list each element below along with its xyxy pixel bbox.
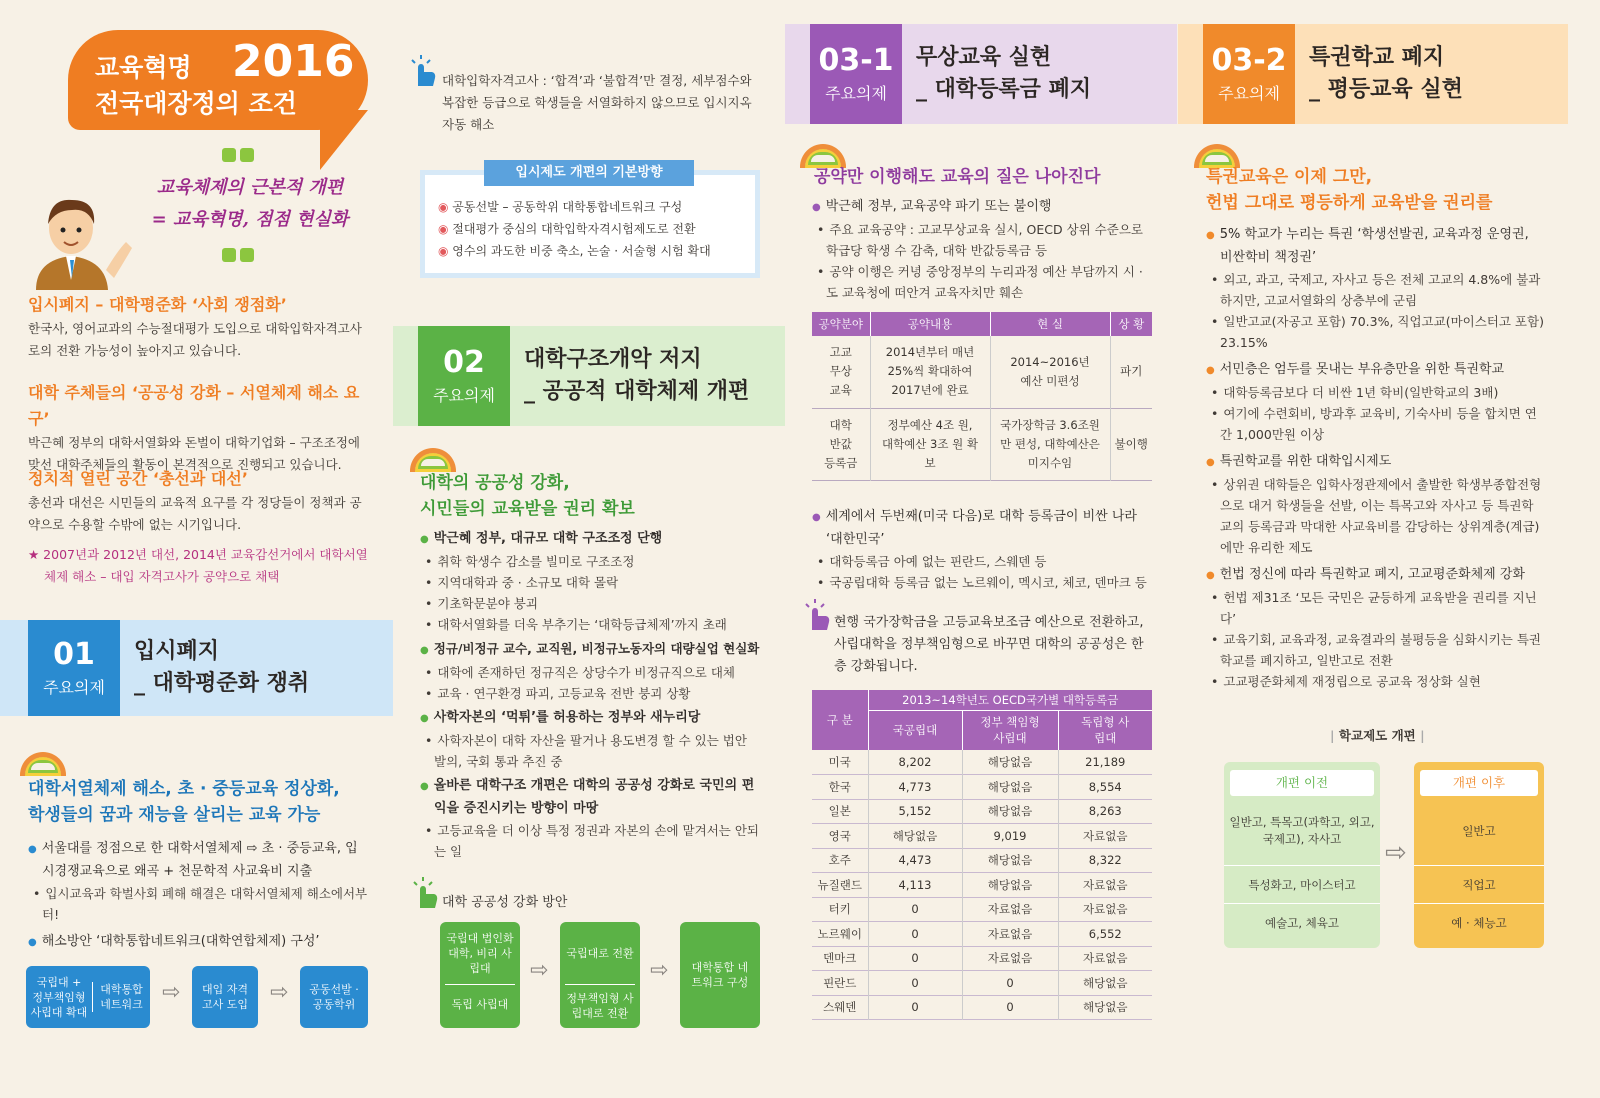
section-031-sub: • 대학등록금 아예 없는 핀란드, 스웨덴 등: [812, 551, 1152, 572]
section-02-bullet-4: ● 올바른 대학구조 개편은 대학의 공공성 강화로 국민의 편익을 증진시키는 방향이 마땅: [420, 775, 760, 820]
section-02-plan-title: 대학 공공성 강화 방안: [442, 895, 568, 910]
title-line1: 교육혁명: [95, 53, 192, 82]
slogan-line1: 교육체제의 근본적 개편: [156, 177, 344, 198]
pledge-th: 공약내용: [870, 312, 990, 336]
pledge-th: 현 실: [990, 312, 1110, 336]
pledge-cell: 2014~2016년 예산 미편성: [990, 336, 1110, 408]
after-item-1: 일반고: [1414, 796, 1544, 866]
oecd-cell: 0: [868, 946, 962, 971]
oecd-cell: 해당없음: [962, 750, 1058, 775]
rainbow-icon: [410, 448, 456, 472]
arrow-right-icon: ⇨: [270, 980, 289, 1005]
section-032-bullet-3: ● 특권학교를 위한 대학입시제도: [1206, 451, 1544, 474]
section-02-sub: • 고등교육을 더 이상 특정 정권과 자본의 손에 맡겨서는 안되는 일: [420, 820, 760, 862]
before-item-1: 일반고, 특목고(과학고, 외고, 국제고), 자사고: [1224, 796, 1380, 866]
exam-description: 대학입학자격고사 : ‘합격’과 ‘불합격’만 결정, 세부점수와 복잡한 등급으로 학생들을 서열화하지 않으므로 입시지옥 자동 해소: [442, 73, 752, 132]
section-02-label: 주요의제: [433, 385, 495, 405]
before-item-2: 특성화고, 마이스터고: [1224, 866, 1380, 904]
title-line2: 전국대장정의 조건: [95, 89, 297, 118]
section-032-sub: • 여기에 수련회비, 방과후 교육비, 기숙사비 등을 합치면 연간 1,000만원 이상: [1206, 403, 1544, 445]
section-031-label: 주요의제: [825, 83, 887, 103]
flow02-a-bottom: 독립 사립대: [445, 984, 515, 1012]
section-031-sub: • 주요 교육공약 : 고교무상교육 실시, OECD 상위 수준으로 학급당 학생 수 감축, 대학 반값등록금 등: [812, 219, 1152, 261]
section-032-title-line1: 특권학교 폐지: [1309, 45, 1445, 70]
section-01-headline-2: 학생들의 꿈과 재능을 살리는 교육 가능: [28, 805, 321, 825]
before-item-3: 예술고, 체육고: [1265, 916, 1339, 930]
table-row: [812, 946, 1152, 971]
section-031-bullet-1: ● 박근혜 정부, 교육공약 파기 또는 불이행: [812, 196, 1152, 219]
flow01-a-right: 대학통합 네트워크: [92, 982, 150, 1012]
oecd-cell: 터키: [812, 897, 868, 922]
oecd-cell: 해당없음: [1083, 1000, 1128, 1015]
oecd-cell: 자료없음: [1083, 828, 1128, 843]
section-01-title-line1: 입시폐지: [134, 639, 220, 664]
section-032-sub: • 헌법 제31조 ‘모든 국민은 균등하게 교육받을 권리를 지닌다’: [1206, 587, 1544, 629]
table-row: [812, 971, 1152, 996]
section-02-sub: • 대학서열화를 더욱 부추기는 ‘대학등급체제’까지 초래: [420, 614, 760, 635]
section-032-headline-2: 헌법 그대로 평등하게 교육받을 권리를: [1206, 193, 1493, 213]
exam-item-3: ◉ 영수의 과도한 비중 축소, 논술 · 서술형 시험 확대: [438, 244, 711, 258]
section-02-sub: • 지역대학과 중 · 소규모 대학 몰락: [420, 572, 760, 593]
oecd-cell: 해당없음: [962, 775, 1058, 800]
table-row: [812, 824, 1152, 849]
section-031-number: 03-1: [818, 42, 894, 78]
section-031-bullet-2: ● 세계에서 두번째(미국 다음)로 대학 등록금이 비싼 나라 ‘대한민국’: [812, 506, 1152, 551]
oecd-cell: 8,202: [868, 750, 962, 775]
table-row: [812, 799, 1152, 824]
star-note: ★ 2007년과 2012년 대선, 2014년 교육감선거에서 대학서열체제 해소 – 대입 자격고사가 공약으로 채택: [28, 547, 368, 584]
section-032-number-badge: [1203, 24, 1295, 124]
section-031-number-badge: [810, 24, 902, 124]
section-031-sub: • 국공립대학 등록금 없는 노르웨이, 멕시코, 체코, 덴마크 등: [812, 572, 1152, 593]
oecd-cell: 해당없음: [962, 848, 1058, 873]
section-02-title-line2: _ 공공적 대학체제 개편: [524, 379, 750, 404]
section-02-title-line1: 대학구조개악 저지: [524, 347, 702, 372]
title-year: 2016: [232, 36, 355, 87]
section-032-sub: • 고교평준화체제 재정립으로 공교육 정상화 실현: [1206, 671, 1544, 692]
oecd-caption: 2013~14학년도 OECD국가별 대학등록금: [868, 690, 1152, 710]
oecd-cell: 8,554: [1088, 779, 1122, 794]
intro-block-2: [28, 380, 373, 476]
oecd-cell: 0: [868, 971, 962, 996]
table-row: [812, 408, 1152, 480]
oecd-cell: 덴마크: [812, 946, 868, 971]
intro-block-1: [28, 292, 373, 362]
flow02-box-c: 대학통합 네트워크 구성: [680, 922, 760, 1028]
table-row: [812, 873, 1152, 898]
section-02-number-badge: [418, 326, 510, 426]
section-032-sub: • 대학등록금보다 더 비싼 1년 학비(일반학교의 3배): [1206, 382, 1544, 403]
section-032-sub: • 일반고교(자공고 포함) 70.3%, 직업고교(마이스터고 포함) 23.15%: [1206, 311, 1544, 353]
section-031-note: 현행 국가장학금을 고등교육보조금 예산으로 전환하고, 사립대학을 정부책임형으로 바꾸면 대학의 공공성은 한층 강화됩니다.: [834, 615, 1144, 674]
oecd-th: 정부 책임형사립대: [962, 710, 1058, 750]
section-02-sub: • 대학에 존재하던 정규직은 상당수가 비정규직으로 대체: [420, 662, 760, 683]
section-032-sub: • 외고, 과고, 국제고, 자사고 등은 전체 고교의 4.8%에 불과하지만, 고교서열화의 상층부에 군림: [1206, 269, 1544, 311]
pledge-cell: 불이행: [1114, 436, 1148, 451]
title-badge-tail: [320, 110, 368, 170]
oecd-cell: 0: [962, 971, 1058, 996]
flow01-box-c: 공동선발 · 공동학위: [300, 966, 368, 1028]
flow02-box-b: [560, 922, 640, 1028]
section-01-header: [0, 620, 393, 716]
flow02-b-bottom: 정부책임형 사립대로 전환: [565, 984, 635, 1021]
oecd-cell: 0: [868, 922, 962, 947]
exam-item-2: ◉ 절대평가 중심의 대학입학자격시험제도로 전환: [438, 222, 696, 236]
section-032-body: [1206, 224, 1544, 692]
section-032-bullet-4: ● 헌법 정신에 따라 특권학교 폐지, 고교평준화체제 강화: [1206, 564, 1544, 587]
oecd-cell: 0: [962, 995, 1058, 1020]
oecd-cell: 일본: [812, 799, 868, 824]
table-row: [812, 922, 1152, 947]
oecd-th: 국공립대: [868, 710, 962, 750]
after-title: 개편 이후: [1420, 770, 1538, 796]
section-032-bullet-2: ● 서민층은 엄두를 못내는 부유층만을 위한 특권학교: [1206, 359, 1544, 382]
intro-block-3: [28, 466, 373, 536]
after-item-3: 예 · 체능고: [1451, 916, 1507, 930]
oecd-tuition-table: [812, 690, 1152, 1020]
section-02-headline-2: 시민들의 교육받을 권리 확보: [420, 499, 635, 519]
oecd-cell: 영국: [812, 824, 868, 849]
flow02-box-a: [440, 922, 520, 1028]
oecd-cell: 4,473: [868, 848, 962, 873]
exam-box-items: [438, 196, 756, 262]
before-title: 개편 이전: [1230, 770, 1374, 796]
oecd-cell: 0: [868, 897, 962, 922]
section-02-bullet-3: ● 사학자본의 ‘먹튀’를 허용하는 정부와 새누리당: [420, 707, 760, 730]
arrow-right-icon: ⇨: [650, 958, 669, 983]
oecd-cell: 21,189: [1085, 755, 1126, 769]
oecd-cell: 미국: [812, 750, 868, 775]
section-032-sub: • 교육기회, 교육과정, 교육결과의 불평등을 심화시키는 특권학교를 폐지하고, 일반고로 전환: [1206, 629, 1544, 671]
oecd-cell: 6,552: [1088, 926, 1122, 941]
oecd-cell: 호주: [812, 848, 868, 873]
school-system-chart-title: | 학교제도 개편 |: [1330, 728, 1425, 743]
section-031-body-top: [812, 196, 1152, 303]
section-02-headline: [420, 470, 770, 522]
flow02-a-top: 국립대 법인화 대학, 비리 사립대: [446, 931, 514, 975]
school-system-title-text: 학교제도 개편: [1338, 728, 1416, 743]
section-032-headline-1: 특권교육은 이제 그만,: [1206, 167, 1373, 187]
section-031-headline: 공약만 이행해도 교육의 질은 나아진다: [814, 167, 1101, 187]
oecd-cell: 스웨덴: [812, 995, 868, 1020]
hand-pointer-icon: [802, 598, 832, 632]
cartoon-man-icon: [26, 190, 136, 290]
pledge-cell: 파기: [1120, 364, 1143, 379]
pledge-cell: 2014년부터 매년 25%씩 확대하여 2017년에 완료: [870, 336, 990, 408]
oecd-cell: 자료없음: [1083, 877, 1128, 892]
section-02-sub: • 취학 학생수 감소를 빌미로 구조조정: [420, 551, 760, 572]
section-01-title: [120, 620, 309, 716]
arrow-right-icon: ⇨: [530, 958, 549, 983]
exam-box-title: 입시제도 개편의 기본방향: [484, 160, 694, 186]
intro-text-3: 총선과 대선은 시민들의 교육적 요구를 각 정당들이 정책과 공약으로 수용할 수밖에 없는 시기입니다.: [28, 495, 362, 532]
pledge-cell: 국가장학금 3.6조원만 편성, 대학예산은 미지수임: [990, 408, 1110, 480]
intro-heading-1: 입시폐지 – 대학평준화 ‘사회 쟁점화’: [28, 295, 287, 314]
flow01-a-left: 국립대 + 정부책임형 사립대 확대: [30, 975, 88, 1019]
section-01-number-badge: [28, 620, 120, 716]
intro-heading-2: 대학 주체들의 ‘공공성 강화 – 서열체제 해소 요구’: [28, 383, 360, 428]
pledge-cell: 정부예산 4조 원, 대학예산 3조 원 확보: [870, 408, 990, 480]
flow02-b-top: 국립대로 전환: [566, 946, 634, 960]
before-panel: [1224, 762, 1380, 948]
oecd-cell: 해당없음: [868, 824, 962, 849]
section-01-label: 주요의제: [43, 677, 105, 697]
oecd-cell: 자료없음: [962, 922, 1058, 947]
oecd-cell: 자료없음: [962, 946, 1058, 971]
oecd-cell: 4,773: [868, 775, 962, 800]
after-panel: [1414, 762, 1544, 948]
oecd-cell: 0: [868, 995, 962, 1020]
oecd-cell: 해당없음: [962, 873, 1058, 898]
rainbow-icon: [20, 752, 66, 776]
oecd-cell: 자료없음: [962, 897, 1058, 922]
section-02-sub: • 기초학문분야 붕괴: [420, 593, 760, 614]
section-031-header: [785, 24, 1177, 124]
oecd-cell: 자료없음: [1083, 951, 1128, 966]
table-row: [812, 750, 1152, 775]
section-031-title: [902, 24, 1091, 124]
flow01-box-b: 대입 자격고사 도입: [192, 966, 258, 1028]
section-031-sub: • 공약 이행은 커녕 중앙정부의 누리과정 예산 부담까지 시 · 도 교육청에 떠안겨 교육자치만 훼손: [812, 261, 1152, 303]
after-item-2: 직업고: [1414, 866, 1544, 904]
section-032-bullet-1: ● 5% 학교가 누리는 특권 ‘학생선발권, 교육과정 운영권, 비싼학비 책정권’: [1206, 224, 1544, 269]
arrow-right-icon: ⇨: [1385, 838, 1407, 868]
oecd-cell: 한국: [812, 775, 868, 800]
section-032-header: [1178, 24, 1568, 124]
hand-pointer-icon: [410, 876, 440, 910]
table-row: [812, 897, 1152, 922]
table-row: [812, 775, 1152, 800]
section-032-label: 주요의제: [1218, 83, 1280, 103]
oecd-cell: 5,152: [868, 799, 962, 824]
hand-pointer-icon: [408, 54, 438, 88]
oecd-cell: 9,019: [962, 824, 1058, 849]
pledge-cell: 대학 반값 등록금: [812, 408, 870, 480]
section-02-bullet-2: ● 정규/비정규 교수, 교직원, 비정규노동자의 대량실업 현실화: [420, 638, 760, 662]
oecd-cell: 4,113: [868, 873, 962, 898]
section-02-sub: • 교육 · 연구환경 파괴, 고등교육 전반 붕괴 상황: [420, 683, 760, 704]
oecd-cell: 자료없음: [1083, 902, 1128, 917]
section-031-body-mid: [812, 506, 1152, 593]
section-032-headline: [1206, 164, 1566, 216]
table-row: [812, 848, 1152, 873]
section-02-header: [393, 326, 785, 426]
oecd-cell: 8,263: [1088, 804, 1122, 819]
intro-text-1: 한국사, 영어교과의 수능절대평가 도입으로 대학입학자격고사로의 전환 가능성이 높아지고 있습니다.: [28, 321, 362, 358]
section-032-title: [1295, 24, 1463, 124]
slogan-line2: = 교육혁명, 점점 현실화: [151, 209, 349, 230]
section-01-bullet-2: ● 해소방안 ‘대학통합네트워크(대학연합체제) 구성’: [28, 931, 370, 954]
section-02-sub: • 사학자본이 대학 자산을 팔거나 용도변경 할 수 있는 법안 발의, 국회 통과 추진 중: [420, 730, 760, 772]
handwritten-slogan: [135, 172, 365, 236]
quote-close-icon: [222, 244, 256, 264]
section-02-headline-1: 대학의 공공성 강화,: [420, 473, 570, 493]
section-032-title-line2: _ 평등교육 실현: [1309, 77, 1463, 102]
pledge-th: 상 황: [1118, 317, 1145, 331]
arrow-right-icon: ⇨: [162, 980, 181, 1005]
oecd-cell: 노르웨이: [812, 922, 868, 947]
intro-text-2: 박근혜 정부의 대학서열화와 돈벌이 대학기업화 – 구조조정에 맞선 대학주체들의 활동이 본격적으로 진행되고 있습니다.: [28, 435, 360, 472]
oecd-cell: 해당없음: [962, 799, 1058, 824]
section-01-number: 01: [53, 636, 95, 672]
section-02-bullet-1: ● 박근혜 정부, 대규모 대학 구조조정 단행: [420, 528, 760, 551]
flow01-box-a: [26, 966, 150, 1028]
section-02-number: 02: [443, 344, 485, 380]
oecd-cell: 해당없음: [1083, 975, 1128, 990]
pledge-table: [812, 312, 1152, 481]
oecd-cell: 핀란드: [812, 971, 868, 996]
table-row: [812, 995, 1152, 1020]
quote-open-icon: [222, 148, 256, 168]
section-032-number: 03-2: [1211, 42, 1287, 78]
section-02-body: [420, 528, 760, 862]
section-032-sub: • 상위권 대학들은 입학사정관제에서 출발한 학생부종합전형으로 대거 학생들을 선발, 이는 특목고와 자사고 등 특권학교의 등록금과 막대한 사교육비를 감당하는 상위계층(계급)에만 유리한 제도: [1206, 474, 1544, 558]
section-01-title-line2: _ 대학평준화 쟁취: [134, 671, 310, 696]
pledge-cell: 고교 무상 교육: [812, 336, 870, 408]
exam-item-1: ◉ 공동선발 – 공동학위 대학통합네트워크 구성: [438, 200, 683, 214]
oecd-cell: 뉴질랜드: [812, 873, 868, 898]
oecd-th: 구 분: [812, 690, 868, 750]
section-031-title-line2: _ 대학등록금 폐지: [916, 77, 1092, 102]
section-02-title: [510, 326, 749, 426]
oecd-th: 독립형 사립대: [1081, 715, 1130, 746]
section-01-headline-1: 대학서열체제 해소, 초 · 중등교육 정상화,: [28, 779, 340, 799]
section-01-body: [28, 838, 370, 954]
oecd-cell: 8,322: [1088, 853, 1122, 868]
section-031-title-line1: 무상교육 실현: [916, 45, 1052, 70]
section-01-headline: [28, 776, 388, 828]
section-01-bullet-1: ● 서울대를 정점으로 한 대학서열체제 ⇨ 초 · 중등교육, 입시경쟁교육으로 왜곡 + 천문학적 사교육비 지출: [28, 838, 370, 883]
section-01-sub-1: • 입시교육과 학벌사회 폐해 해결은 대학서열체제 해소에서부터!: [28, 883, 370, 925]
table-row: [812, 336, 1152, 408]
pledge-th: 공약분야: [812, 312, 870, 336]
intro-heading-3: 정치적 열린 공간 ‘총선과 대선’: [28, 469, 248, 488]
